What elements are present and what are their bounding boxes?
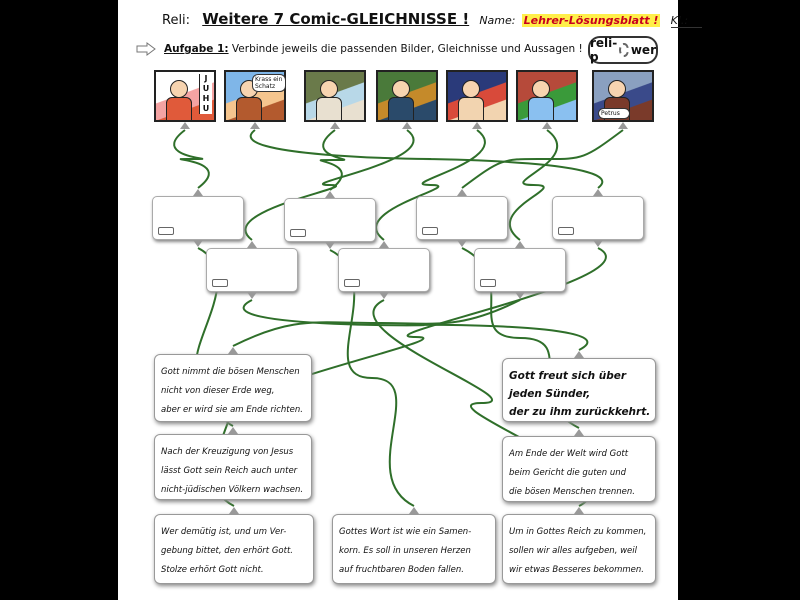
statement-line: lässt Gott sein Reich auch unter [161, 466, 298, 476]
parable-card [284, 198, 376, 242]
parable-card [474, 248, 566, 292]
parable-connector [457, 189, 467, 196]
statement-connector [229, 507, 239, 514]
statement-card [154, 354, 312, 422]
statement-line: korn. Es soll in unseren Herzen [339, 546, 471, 556]
statement-line: Um in Gottes Reich zu kommen, [509, 527, 647, 537]
speech-bubble: Krass ein Schatz [252, 74, 286, 92]
statement-line: Stolze erhört Gott nicht. [161, 565, 264, 575]
connection-line [510, 130, 557, 240]
task-label: Aufgabe 1: [164, 43, 229, 55]
speech-bubble: Petrus [598, 108, 630, 119]
bible-icon [158, 227, 174, 235]
task-text: Verbinde jeweils die passenden Bilder, Gleichnisse und Aussagen ! [231, 43, 583, 55]
bible-icon [422, 227, 438, 235]
connection-line [462, 130, 623, 188]
statement-line: wir etwas Besseres bekommen. [509, 565, 644, 575]
statement-line: Gott freut sich über [509, 370, 627, 382]
statement-connector [574, 507, 584, 514]
parable-connector [193, 240, 203, 247]
parable-connector [515, 292, 525, 299]
parable-header [157, 200, 239, 206]
statement-line: gebung bittet, den erhört Gott. [161, 546, 293, 556]
juhu-letter: U [202, 104, 210, 113]
statement-line: Wer demütig ist, und um Ver- [161, 527, 287, 537]
parable-connector [379, 292, 389, 299]
bible-icon [558, 227, 574, 235]
statement-line: Gott nimmt die bösen Menschen [161, 367, 300, 377]
statement-line: auf fruchtbaren Boden fallen. [339, 565, 464, 575]
statement-line: sollen wir alles aufgeben, weil [509, 546, 638, 556]
statement-line: Am Ende der Welt wird Gott [509, 449, 629, 459]
parable-connector [325, 242, 335, 249]
bible-icon [480, 279, 496, 287]
statement-line: der zu ihm zurückkehrt. [509, 406, 651, 418]
bible-icon [290, 229, 306, 237]
statement-line: beim Gericht die guten und [509, 468, 627, 478]
statement-card [332, 514, 496, 584]
statement-line: jeden Sünder, [509, 388, 591, 400]
parable-header [479, 252, 561, 258]
statement-card [502, 514, 656, 584]
statement-card [502, 358, 656, 422]
logo-text-left: reli-p [590, 36, 618, 64]
statement-card [154, 514, 314, 584]
statement-connector [228, 347, 238, 354]
worksheet [118, 0, 689, 600]
parable-connector [593, 189, 603, 196]
parable-header [343, 252, 425, 258]
statement-connector [228, 427, 238, 434]
parable-connector [593, 240, 603, 247]
parable-card [416, 196, 508, 240]
parable-header [557, 200, 639, 206]
parable-header [421, 200, 503, 206]
statement-line: Nach der Kreuzigung von Jesus [161, 447, 294, 457]
statement-line: nicht-jüdischen Völkern wachsen. [161, 485, 304, 495]
juhu-letter: J [204, 74, 208, 83]
statement-line: Gottes Wort ist wie ein Samen- [339, 527, 472, 537]
parable-connector [247, 241, 257, 248]
juhu-letter: U [202, 84, 210, 93]
class-label: Kl.: [671, 14, 702, 28]
parable-connector [379, 241, 389, 248]
parable-connector [325, 191, 335, 198]
juhu-letter: H [202, 94, 210, 103]
name-value: Lehrer-Lösungsblatt ! [523, 14, 659, 27]
parable-card [152, 196, 244, 240]
bible-icon [344, 279, 360, 287]
name-label: Name: [479, 14, 516, 27]
bible-icon [212, 279, 228, 287]
logo-text-right: wer [630, 43, 656, 57]
statement-line: die bösen Menschen trennen. [509, 487, 635, 497]
parable-card [552, 196, 644, 240]
statement-connector [574, 429, 584, 436]
parable-card [206, 248, 298, 292]
subject-label: Reli: [162, 13, 191, 28]
connection-lines [118, 0, 678, 600]
parable-connector [457, 240, 467, 247]
parable-connector [515, 241, 525, 248]
statement-line: aber er wird sie am Ende richten. [161, 405, 303, 415]
statement-card [154, 434, 312, 500]
worksheet-title: Weitere 7 Comic-GLEICHNISSE ! [202, 10, 470, 28]
parable-card [338, 248, 430, 292]
parable-header [289, 202, 371, 208]
parable-header [211, 252, 293, 258]
parable-connector [247, 292, 257, 299]
statement-line: nicht von dieser Erde weg, [161, 386, 275, 396]
statement-connector [574, 351, 584, 358]
statement-connector [409, 507, 419, 514]
statement-card [502, 436, 656, 502]
connection-line [174, 130, 209, 188]
parable-connector [193, 189, 203, 196]
